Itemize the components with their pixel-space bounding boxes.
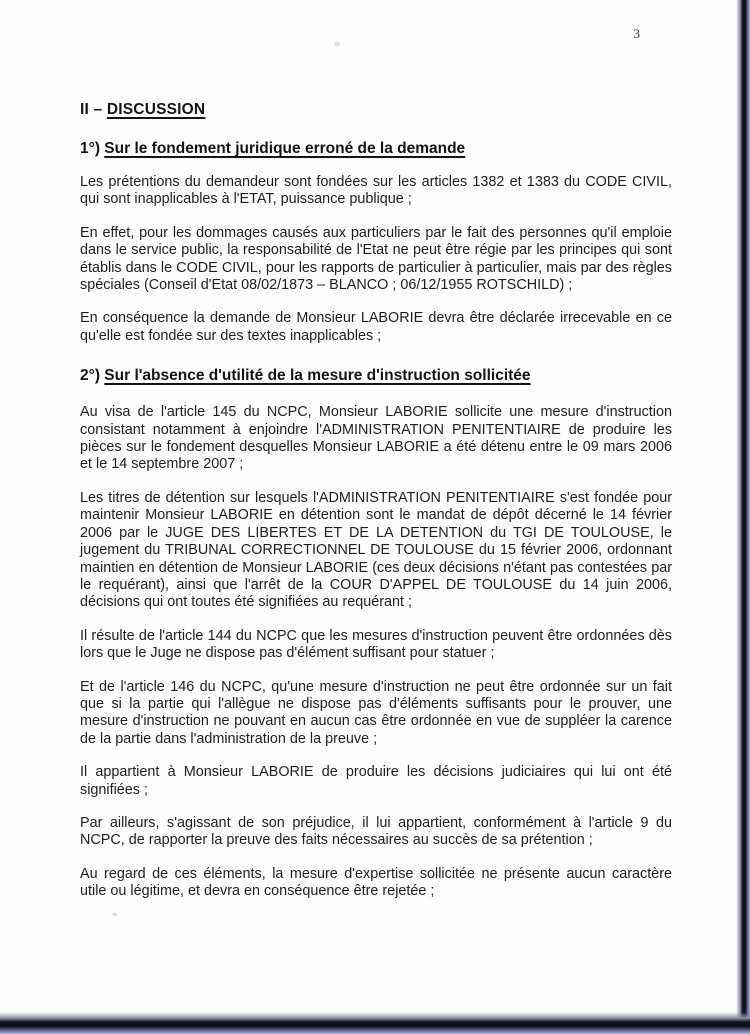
main-heading xyxy=(80,101,672,119)
section-1-heading-prefix: 1°) xyxy=(80,140,105,157)
section-2-heading xyxy=(80,367,672,385)
paragraph: Au regard de ces éléments, la mesure d'expertise sollicitée ne présente aucun caractère utile ou légitime, et devra en conséquence être rejetée ; xyxy=(80,865,672,900)
scan-artifact xyxy=(334,42,340,46)
page-number: 3 xyxy=(633,26,640,41)
paragraph: Et de l'article 146 du NCPC, qu'une mesure d'instruction ne peut être ordonnée sur un fait que si la partie qui l'allègue ne dispose pas d'éléments suffisants pour le prouver, une mesure d'instruction ne pouvant en aucun cas être ordonnée en vue de suppléer la carence de la partie dans l'administration de la preuve ; xyxy=(80,678,672,747)
scan-edge-bottom xyxy=(0,1012,750,1034)
paragraph: En effet, pour les dommages causés aux particuliers par le fait des personnes qu'il emploie dans le service public, la responsabilité de l'Etat ne peut être régie par les principes qui sont établis dans le CODE CIVIL, pour les rapports de particulier à particulier, mais par des règles spéciales (Conseil d'Etat 08/02/1873 – BLANCO ; 06/12/1955 ROTSCHILD) ; xyxy=(80,224,672,294)
section-1-heading xyxy=(80,140,672,158)
paragraph: Au visa de l'article 145 du NCPC, Monsieur LABORIE sollicite une mesure d'instruction consistant notamment à enjoindre l'ADMINISTRATION PENITENTIAIRE de produire les pièces sur le fondement desquelles Monsieur LABORIE a été détenu entre le 09 mars 2006 et le 14 septembre 2007 ; xyxy=(80,404,672,473)
paragraph: Il appartient à Monsieur LABORIE de produire les décisions judiciaires qui lui ont été signifiées ; xyxy=(80,764,672,798)
paragraph: Les titres de détention sur lesquels l'ADMINISTRATION PENITENTIAIRE s'est fondée pour maintenir Monsieur LABORIE en détention sont le mandat de dépôt décerné le 14 février 2006 par le JUGE DES LIBERTES ET DE LA DETENTION du TGI DE TOULOUSE, le jugement du TRIBUNAL CORRECTIONNEL DE TOULOUSE du 15 février 2006, ordonnant maintien en détention de Monsieur LABORIE (ces deux décisions n'étant pas contestées par le requérant), ainsi que l'arrêt de la COUR D'APPEL DE TOULOUSE du 14 juin 2006, décisions qui ont toutes été signifiées au requérant ; xyxy=(80,489,672,611)
main-heading-prefix: II – xyxy=(80,101,107,118)
paragraph: Par ailleurs, s'agissant de son préjudice, il lui appartient, conformément à l'article 9 du NCPC, de rapporter la preuve des faits nécessaires au succès de sa prétention ; xyxy=(80,814,672,849)
main-heading-title: DISCUSSION xyxy=(106,101,206,118)
paragraph: Il résulte de l'article 144 du NCPC que les mesures d'instruction peuvent être ordonnées dès lors que le Juge ne dispose pas d'élément suffisant pour statuer ; xyxy=(80,627,672,662)
paragraph: Les prétentions du demandeur sont fondées sur les articles 1382 et 1383 du CODE CIVIL, qui sont inapplicables à l'ETAT, puissance publique ; xyxy=(80,174,672,208)
document-body xyxy=(80,101,672,901)
scan-artifact xyxy=(112,913,117,916)
section-1-heading-title: Sur le fondement juridique erroné de la demande xyxy=(104,140,466,157)
paragraph: En conséquence la demande de Monsieur LABORIE devra être déclarée irrecevable en ce qu'elle est fondée sur des textes inapplicables ; xyxy=(80,310,672,344)
section-2-heading-title: Sur l'absence d'utilité de la mesure d'instruction sollicitée xyxy=(104,367,531,385)
section-2-heading-prefix: 2°) xyxy=(80,367,105,385)
scan-edge-right xyxy=(736,0,750,1034)
